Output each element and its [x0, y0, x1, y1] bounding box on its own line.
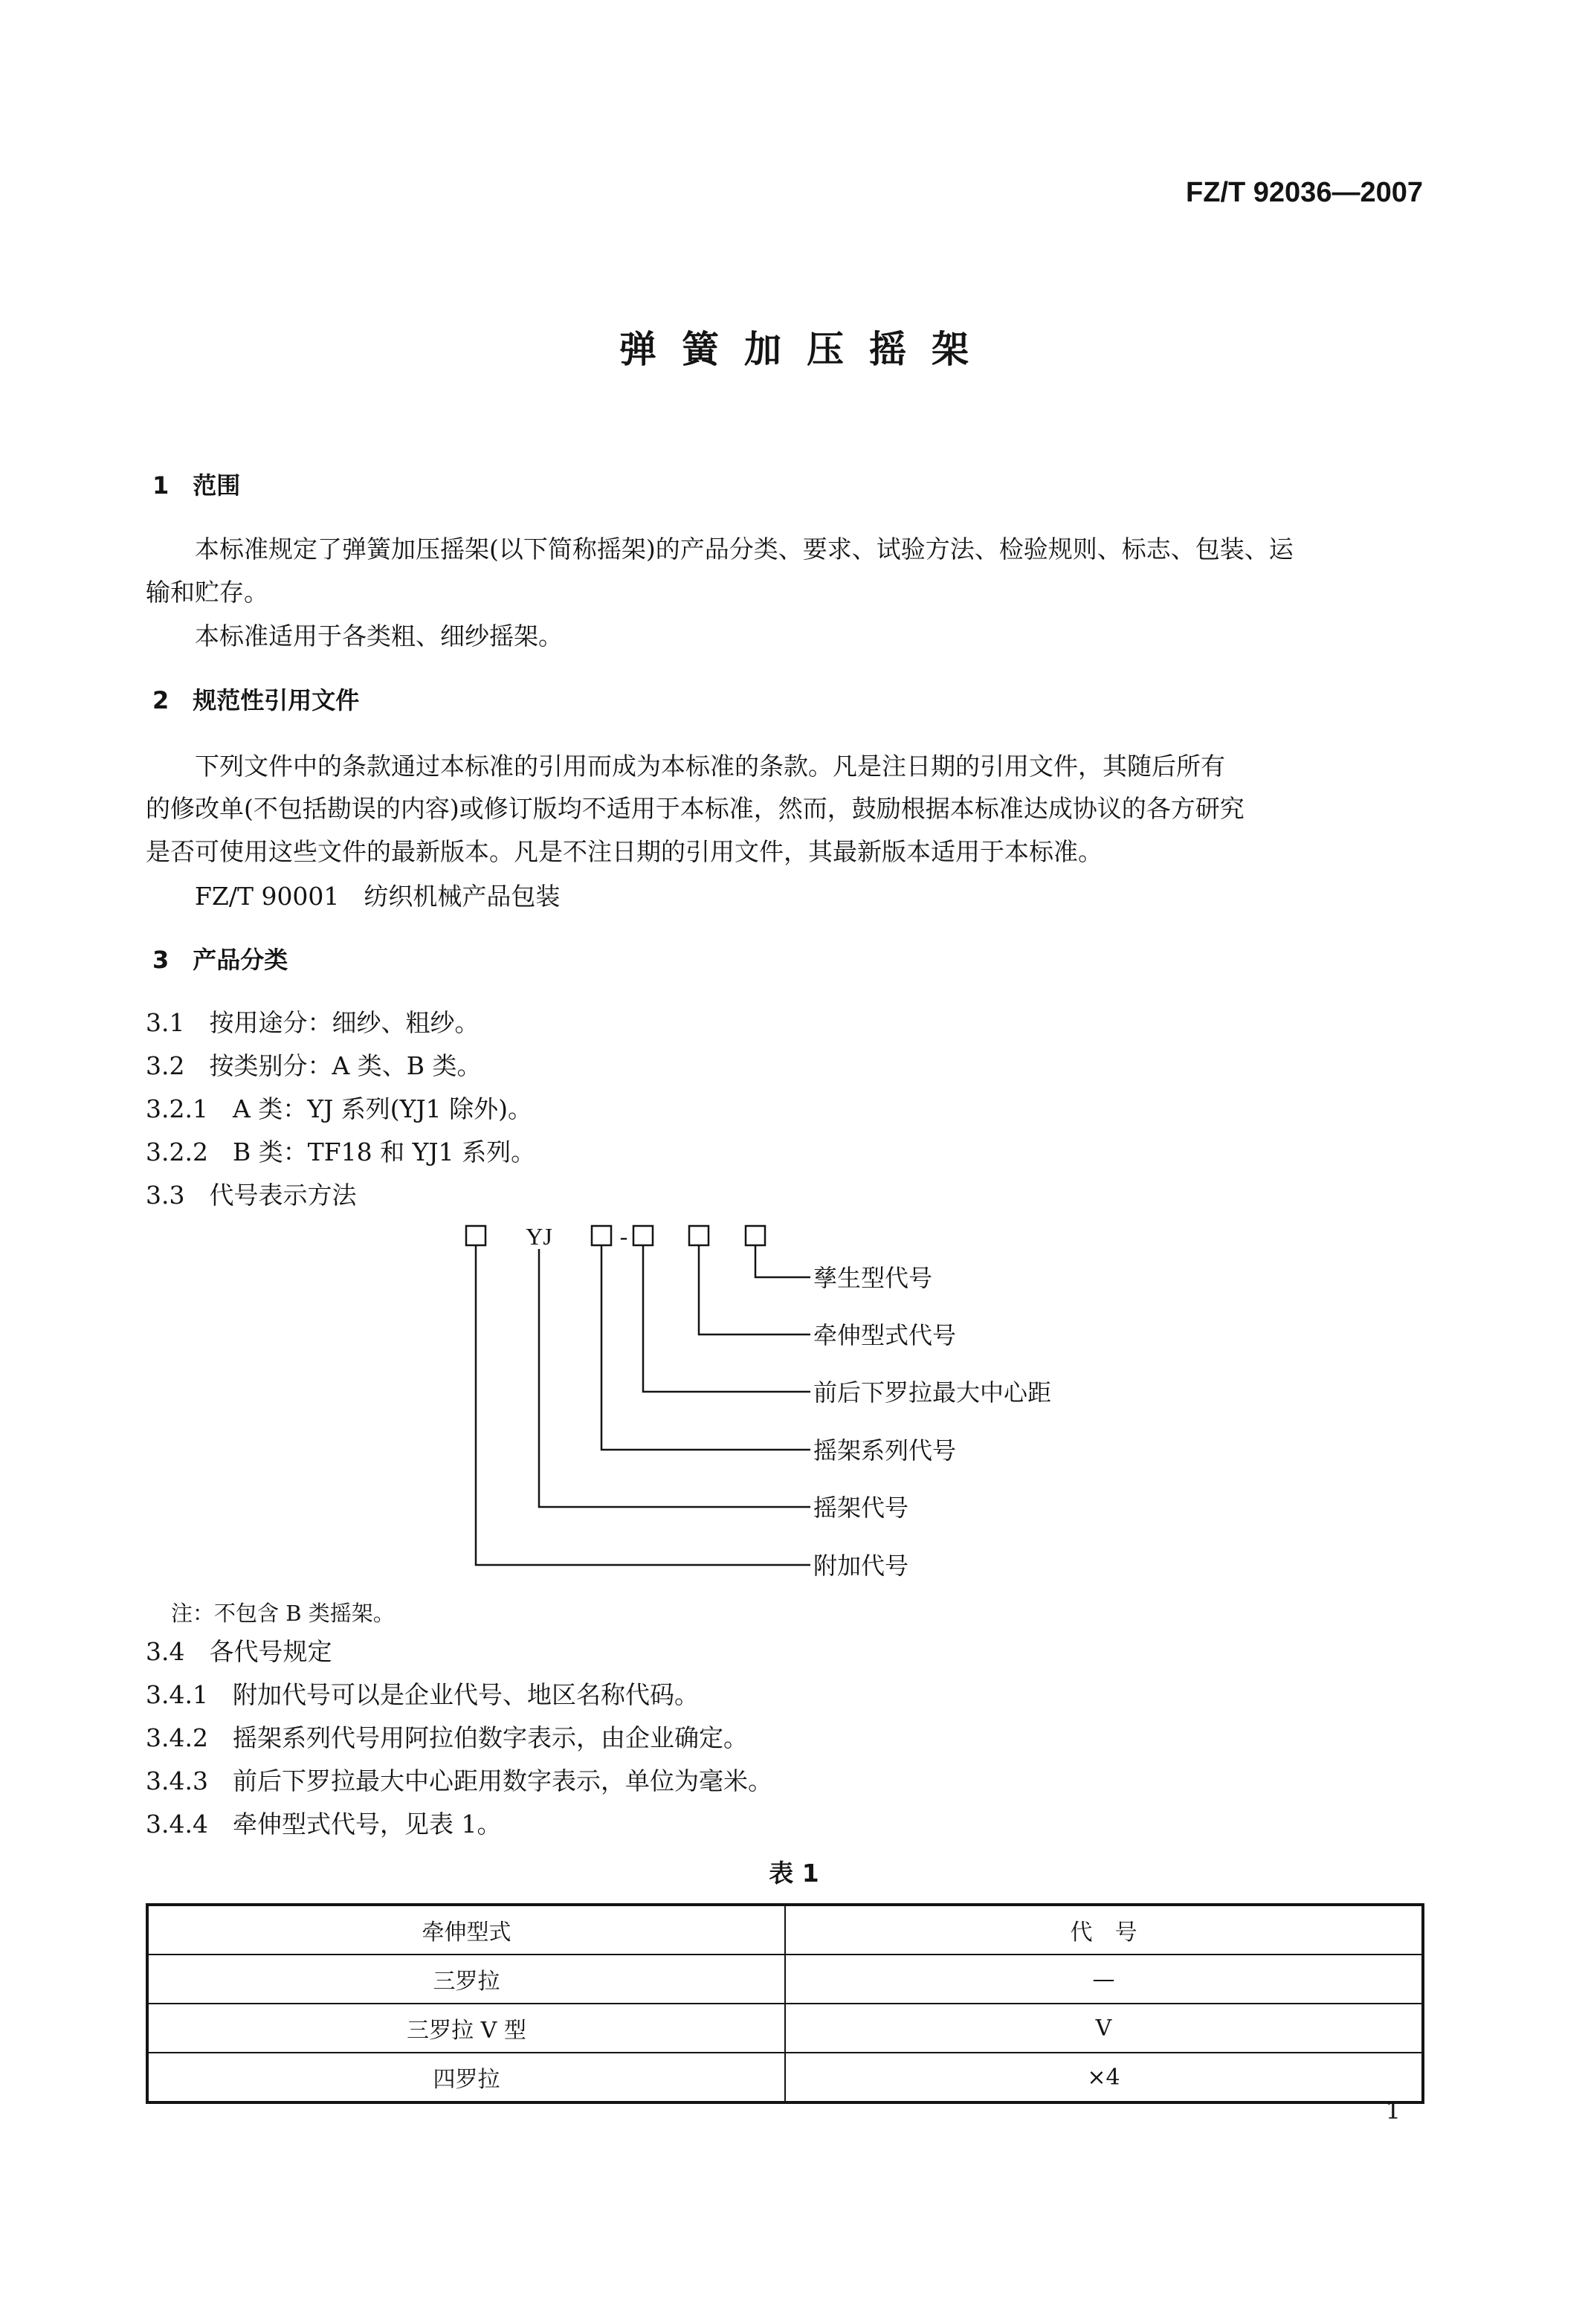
section-2-para-line3: 是否可使用这些文件的最新版本。凡是不注日期的引用文件，其最新版本适用于本标准。 — [146, 837, 1103, 866]
section-1-para1-line2: 输和贮存。 — [146, 578, 268, 607]
diagram-box-drafting-type — [689, 1226, 709, 1245]
table-header-code: 代 号 — [785, 1905, 1423, 1955]
clause-3-1: 3.1 按用途分：细纱、粗纱。 — [146, 1008, 480, 1037]
page-number: 1 — [1385, 2097, 1401, 2125]
section-1-para2: 本标准适用于各类粗、细纱摇架。 — [195, 622, 563, 651]
diagram-label-derivative: 孳生型代号 — [813, 1264, 933, 1292]
diagram-label-additional-code: 附加代号 — [813, 1552, 909, 1580]
clause-3-4-4: 3.4.4 牵伸型式代号，见表 1。 — [146, 1810, 502, 1839]
table-cell: 三罗拉 — [147, 1955, 785, 2004]
section-3-heading: 3 产品分类 — [152, 946, 288, 974]
clause-3-4: 3.4 各代号规定 — [146, 1637, 332, 1666]
table-cell: 三罗拉 V 型 — [147, 2004, 785, 2053]
normative-reference: FZ/T 90001 纺织机械产品包装 — [195, 882, 561, 911]
section-1-para1-line1: 本标准规定了弹簧加压摇架(以下简称摇架)的产品分类、要求、试验方法、检验规则、标志、包装、运 — [195, 535, 1294, 564]
section-2-para-line2: 的修改单(不包括勘误的内容)或修订版均不适用于本标准，然而，鼓励根据本标准达成协议的各方研究 — [146, 794, 1245, 823]
leader-line-series-code — [601, 1245, 810, 1450]
diagram-note: 注：不包含 B 类摇架。 — [171, 1601, 395, 1626]
clause-3-4-3: 3.4.3 前后下罗拉最大中心距用数字表示，单位为毫米。 — [146, 1766, 772, 1795]
clause-3-4-1: 3.4.1 附加代号可以是企业代号、地区名称代码。 — [146, 1680, 699, 1709]
diagram-dash: - — [619, 1223, 628, 1250]
clause-3-2-1: 3.2.1 A 类：YJ 系列(YJ1 除外)。 — [146, 1094, 533, 1123]
diagram-box-center-distance — [633, 1226, 653, 1245]
table-cell: 四罗拉 — [147, 2053, 785, 2102]
table-row — [147, 1955, 1423, 2004]
table-cell: ×4 — [785, 2053, 1423, 2102]
table-header-drafting-type: 牵伸型式 — [147, 1905, 785, 1955]
diagram-box-additional-code — [466, 1226, 485, 1245]
diagram-label-cradle-code: 摇架代号 — [813, 1494, 909, 1522]
diagram-yj-text: YJ — [526, 1223, 552, 1250]
table-row — [147, 2004, 1423, 2053]
clause-3-3: 3.3 代号表示方法 — [146, 1181, 357, 1210]
diagram-label-drafting-type: 牵伸型式代号 — [813, 1321, 957, 1349]
table-1-caption: 表 1 — [769, 1859, 819, 1888]
standard-number: FZ/T 92036—2007 — [1186, 177, 1423, 208]
table-header-row — [147, 1905, 1423, 1955]
document-title: 弹簧加压摇架 — [619, 328, 994, 371]
leader-line-derivative — [755, 1245, 810, 1277]
section-2-heading: 2 规范性引用文件 — [152, 686, 360, 714]
diagram-label-center-distance: 前后下罗拉最大中心距 — [813, 1378, 1052, 1407]
diagram-box-series-code — [592, 1226, 611, 1245]
clause-3-2-2: 3.2.2 B 类：TF18 和 YJ1 系列。 — [146, 1137, 536, 1166]
diagram-box-derivative-code — [746, 1226, 765, 1245]
section-1-heading: 1 范围 — [152, 471, 241, 500]
leader-line-center-distance — [643, 1245, 810, 1392]
table-1 — [146, 1903, 1424, 2104]
clause-3-2: 3.2 按类别分：A 类、B 类。 — [146, 1051, 482, 1080]
clause-3-4-2: 3.4.2 摇架系列代号用阿拉伯数字表示，由企业确定。 — [146, 1723, 748, 1752]
table-row — [147, 2053, 1423, 2102]
table-cell: — — [785, 1955, 1423, 2004]
table-cell: V — [785, 2004, 1423, 2053]
diagram-label-series-code: 摇架系列代号 — [813, 1436, 957, 1465]
section-2-para-line1: 下列文件中的条款通过本标准的引用而成为本标准的条款。凡是注日期的引用文件，其随后所有 — [195, 752, 1225, 781]
leader-line-cradle-code — [539, 1249, 810, 1507]
